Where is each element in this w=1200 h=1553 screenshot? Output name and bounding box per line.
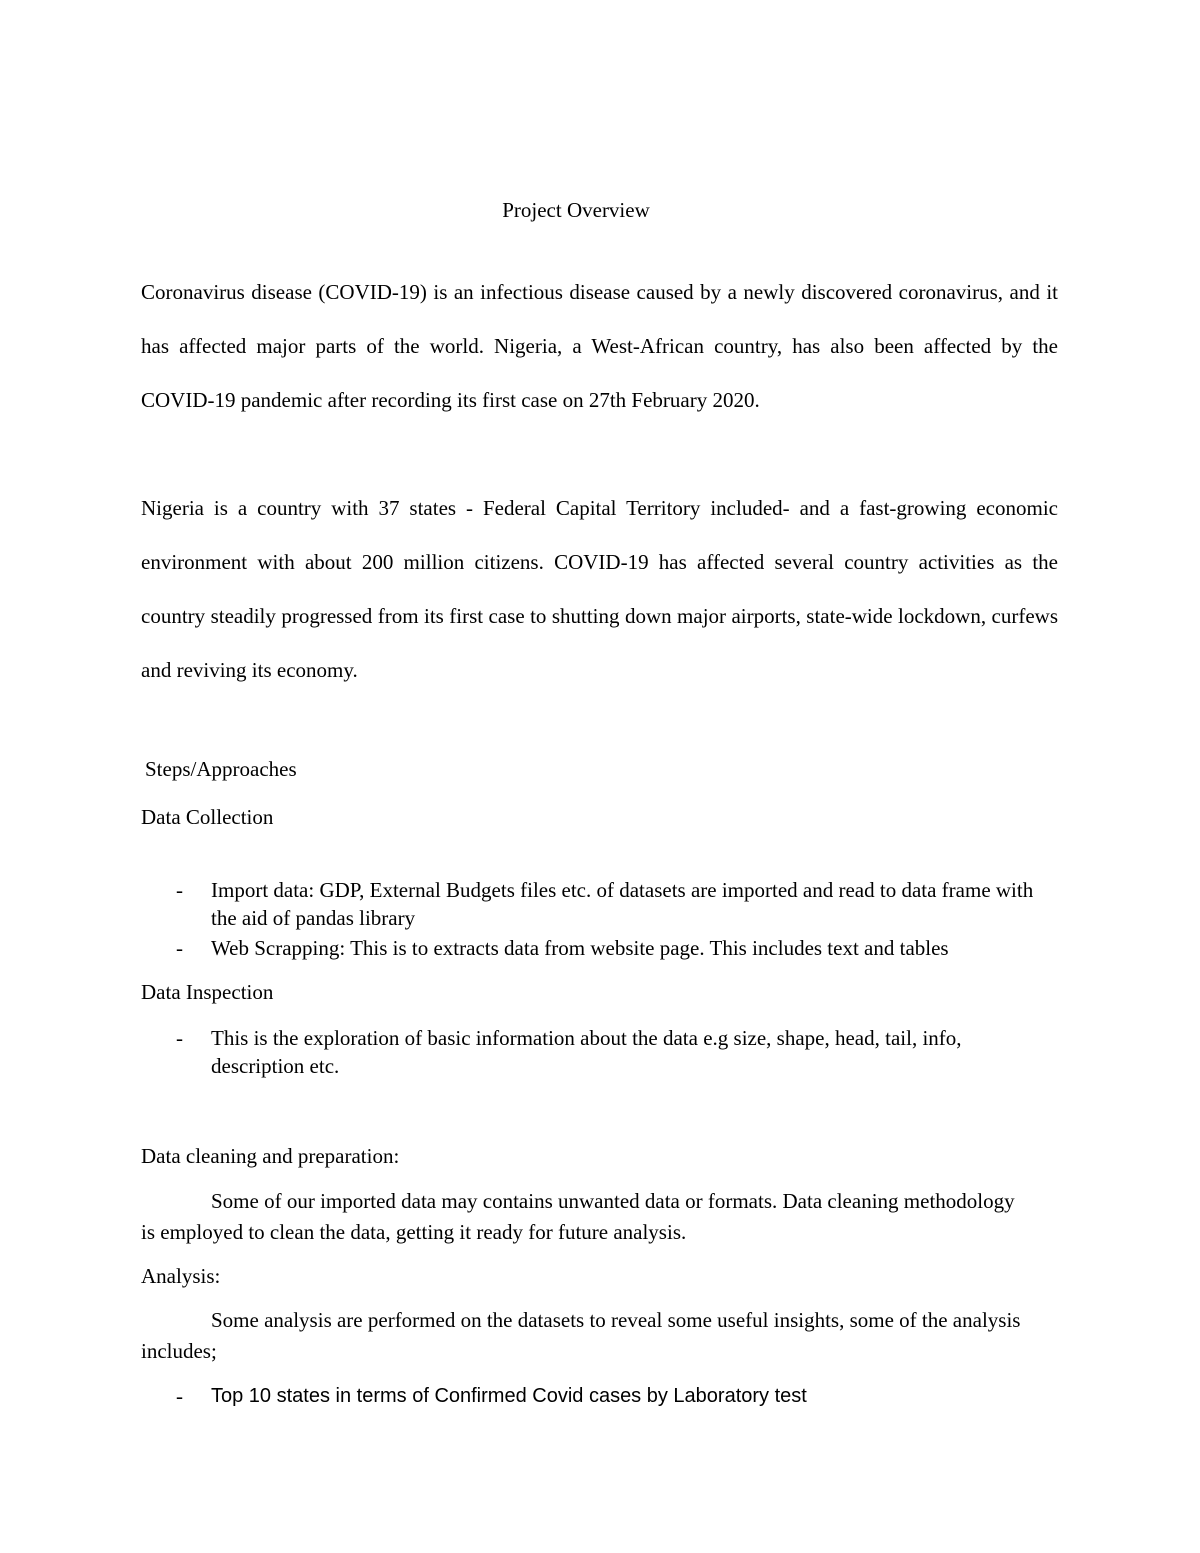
data-collection-heading: Data Collection (141, 805, 274, 829)
document-title: Project Overview (502, 198, 650, 222)
analysis-heading: Analysis: (141, 1264, 221, 1288)
steps-heading: Steps/Approaches (145, 757, 297, 781)
list-item (141, 876, 1058, 932)
data-cleaning-body: Some of our imported data may contains unwanted data or formats. Data cleaning methodology is employed to clean the data, getting it ready for future analysis. (141, 1189, 1015, 1244)
bullet-dash: - (176, 1026, 183, 1050)
bullet-text: This is the exploration of basic information about the data e.g size, shape, head, tail, info, description etc. (211, 1026, 962, 1078)
list-item (141, 1382, 1058, 1410)
analysis-body: Some analysis are performed on the datasets to reveal some useful insights, some of the analysis includes; (141, 1308, 1021, 1363)
list-item (141, 1024, 1058, 1080)
list-item (141, 934, 1058, 962)
bullet-text: Top 10 states in terms of Confirmed Covid cases by Laboratory test (211, 1385, 807, 1407)
bullet-text: Web Scrapping: This is to extracts data from website page. This includes text and tables (211, 936, 949, 960)
overview-paragraph-1: Coronavirus disease (COVID-19) is an infectious disease caused by a newly discovered coronavirus, and it has affected major parts of the world. Nigeria, a West-African country, has also been affected by the COVID-19 pandemic after recording its first case on 27th February 2020. (141, 280, 1058, 412)
bullet-dash: - (176, 936, 183, 960)
data-inspection-heading: Data Inspection (141, 980, 274, 1004)
bullet-dash: - (176, 1384, 183, 1408)
overview-paragraph-2: Nigeria is a country with 37 states - Federal Capital Territory included- and a fast-growing economic environment with about 200 million citizens. COVID-19 has affected several country activities as the country steadily progressed from its first case to shutting down major airports, state-wide lockdown, curfews and reviving its economy. (141, 496, 1058, 682)
bullet-text: Import data: GDP, External Budgets files etc. of datasets are imported and read to data frame with the aid of pandas library (211, 878, 1034, 930)
data-cleaning-heading: Data cleaning and preparation: (141, 1144, 400, 1168)
bullet-dash: - (176, 878, 183, 902)
